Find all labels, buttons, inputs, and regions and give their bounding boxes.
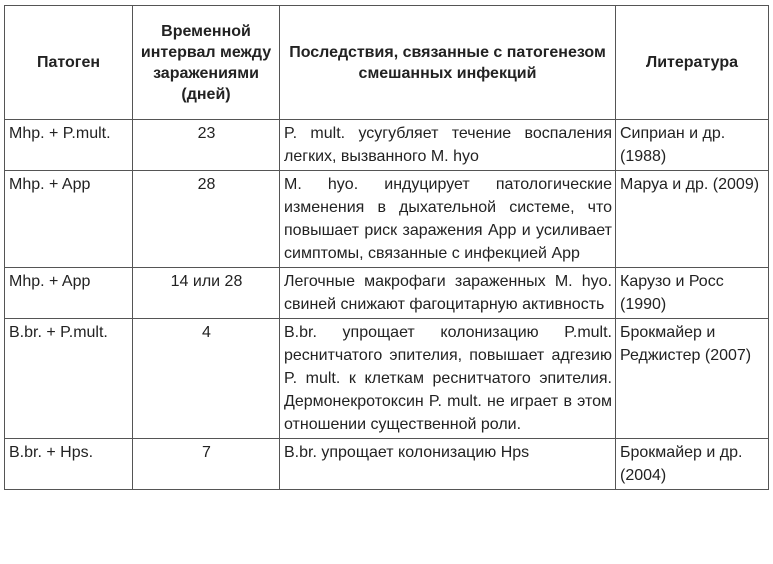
cell-effect: Легочные макрофаги зараженных M. hyo. свиней снижают фагоцитарную активность [280,268,616,319]
coinfection-table-container [4,5,768,490]
header-pathogen: Патоген [5,6,133,120]
table-header-row [5,6,769,120]
table-row [5,268,769,319]
cell-interval: 7 [133,439,280,490]
header-literature: Литература [616,6,769,120]
cell-pathogen: B.br. + Hps. [5,439,133,490]
cell-pathogen: Mhp. + P.mult. [5,120,133,171]
table-row [5,171,769,268]
header-effect: Последствия, связанные с патогенезом смешанных инфекций [280,6,616,120]
cell-literature: Брокмайер и др. (2004) [616,439,769,490]
cell-literature: Брокмайер и Реджистер (2007) [616,319,769,439]
coinfection-table [4,5,769,490]
cell-literature: Карузо и Росс (1990) [616,268,769,319]
cell-pathogen: B.br. + P.mult. [5,319,133,439]
table-row [5,439,769,490]
cell-effect: B.br. упрощает колонизацию Hps [280,439,616,490]
table-row [5,319,769,439]
cell-effect: M. hyo. индуцирует патологические изменения в дыхательной системе, что повышает риск заражения App и усиливает симптомы, связанные с инфекцией App [280,171,616,268]
cell-pathogen: Mhp. + App [5,268,133,319]
cell-interval: 28 [133,171,280,268]
cell-literature: Сиприан и др. (1988) [616,120,769,171]
cell-effect: P. mult. усугубляет течение воспаления легких, вызванного M. hyo [280,120,616,171]
cell-literature: Маруа и др. (2009) [616,171,769,268]
cell-interval: 14 или 28 [133,268,280,319]
cell-pathogen: Mhp. + App [5,171,133,268]
table-row [5,120,769,171]
cell-interval: 23 [133,120,280,171]
cell-effect: B.br. упрощает колонизацию P.mult. реснитчатого эпителия, повышает адгезию P. mult. к клеткам реснитчатого эпителия. Дермонекротоксин P. mult. не играет в этом отношении существенной роли. [280,319,616,439]
header-interval: Временной интервал между заражениями (дней) [133,6,280,120]
cell-interval: 4 [133,319,280,439]
